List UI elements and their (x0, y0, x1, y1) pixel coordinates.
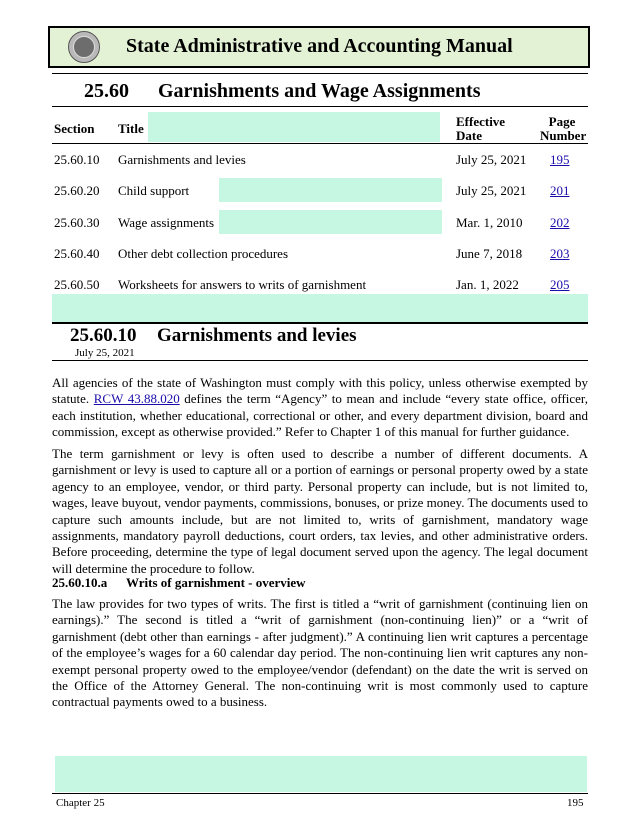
paragraph-writ-types: The law provides for two types of writs. The first is titled a “writ of garnishment (continuing lien on earnings).” The second is titled a “writ of garnishment (non-continuing lien)” or a “writ of garnishment (debt other than earnings - after judgment).” A continuing lien writ captures a percentage of the employee’s wages for a 60 calendar day period. The non-continuing lien writ captures any non-exempt personal property owed to the employee/vendor (defendant) on the date the writ is served on the Office of the Attorney General. The non-continuing writ is most commonly used to capture contractual payments owed to a business. (52, 596, 588, 710)
footer-page-number: 195 (567, 797, 584, 809)
toc-row-title: Wage assignments (118, 215, 215, 230)
highlight-block (148, 112, 440, 142)
toc-row-section: 25.60.50 (54, 277, 100, 292)
toc-row-page-link[interactable]: 202 (550, 215, 570, 230)
highlight-block (52, 294, 588, 322)
toc-row-date: July 25, 2021 (456, 183, 527, 198)
toc-row-title: Garnishments and levies (118, 152, 246, 167)
divider (52, 793, 588, 794)
highlight-block (219, 210, 442, 234)
toc-row-date: July 25, 2021 (456, 152, 527, 167)
divider (52, 106, 588, 107)
divider (52, 322, 588, 324)
toc-row-date: Jan. 1, 2022 (456, 277, 519, 292)
section-number: 25.60.10 (70, 325, 137, 346)
toc-row-date: Mar. 1, 2010 (456, 215, 523, 230)
subsection-number: 25.60.10.a (52, 575, 108, 590)
highlight-block (55, 756, 587, 792)
toc-row-date: June 7, 2018 (456, 246, 523, 261)
toc-header-page-number: Page Number (540, 114, 587, 143)
toc-row-page-link[interactable]: 201 (550, 183, 570, 198)
highlight-block (219, 178, 442, 202)
manual-title: State Administrative and Accounting Manual (126, 35, 513, 57)
chapter-number: 25.60 (84, 80, 129, 102)
toc-header-title: Title (118, 121, 144, 136)
toc-header-section: Section (54, 121, 95, 136)
divider (52, 143, 588, 144)
divider (52, 360, 588, 361)
toc-row-section: 25.60.30 (54, 215, 100, 230)
section-title: Garnishments and levies (157, 325, 357, 346)
toc-row-section: 25.60.10 (54, 152, 100, 167)
paragraph-scope: All agencies of the state of Washington must comply with this policy, unless otherwise exempted by statute. RCW 43.88.020 defines the term “Agency” to mean and include “every state office, officer, each institution, whether educational, correctional or other, and every department division, board and commission, except as otherwise provided.” Refer to Chapter 1 of this manual for further guidance. (52, 375, 588, 440)
paragraph-garnishment-definition: The term garnishment or levy is often used to describe a number of different documents. A garnishment or levy is used to capture all or a portion of earnings or personal property owed by a state agency to an employee, vendor, or third party. Personal property can include, but is not limited to, wages, leave buyout, vendor payments, commissions, bonuses, or prize money. The documents used to capture such amounts include, but are not limited to, writs of garnishment, mandatory wage assignments, mandatory payroll deductions, court orders, tax levies, and other administrative orders. Before proceeding, determine the type of legal document served upon the agency. The legal document will determine the procedure to follow. (52, 446, 588, 576)
toc-row-page-link[interactable]: 195 (550, 152, 570, 167)
rcw-link[interactable]: RCW 43.88.020 (93, 391, 180, 407)
subsection-title: Writs of garnishment - overview (126, 575, 306, 590)
toc-row-page-link[interactable]: 205 (550, 277, 570, 292)
state-seal-icon (68, 31, 100, 63)
toc-row-title: Other debt collection procedures (118, 246, 289, 261)
toc-row-title: Child support (118, 183, 190, 198)
toc-row-section: 25.60.40 (54, 246, 100, 261)
divider (52, 73, 588, 74)
toc-row-title: Worksheets for answers to writs of garnishment (118, 277, 367, 292)
toc-row-page-link[interactable]: 203 (550, 246, 570, 261)
footer-chapter: Chapter 25 (56, 797, 105, 809)
toc-header-effective-date: Effective Date (456, 114, 506, 143)
section-effective-date: July 25, 2021 (75, 347, 135, 359)
chapter-title: Garnishments and Wage Assignments (158, 80, 481, 102)
toc-row-section: 25.60.20 (54, 183, 100, 198)
